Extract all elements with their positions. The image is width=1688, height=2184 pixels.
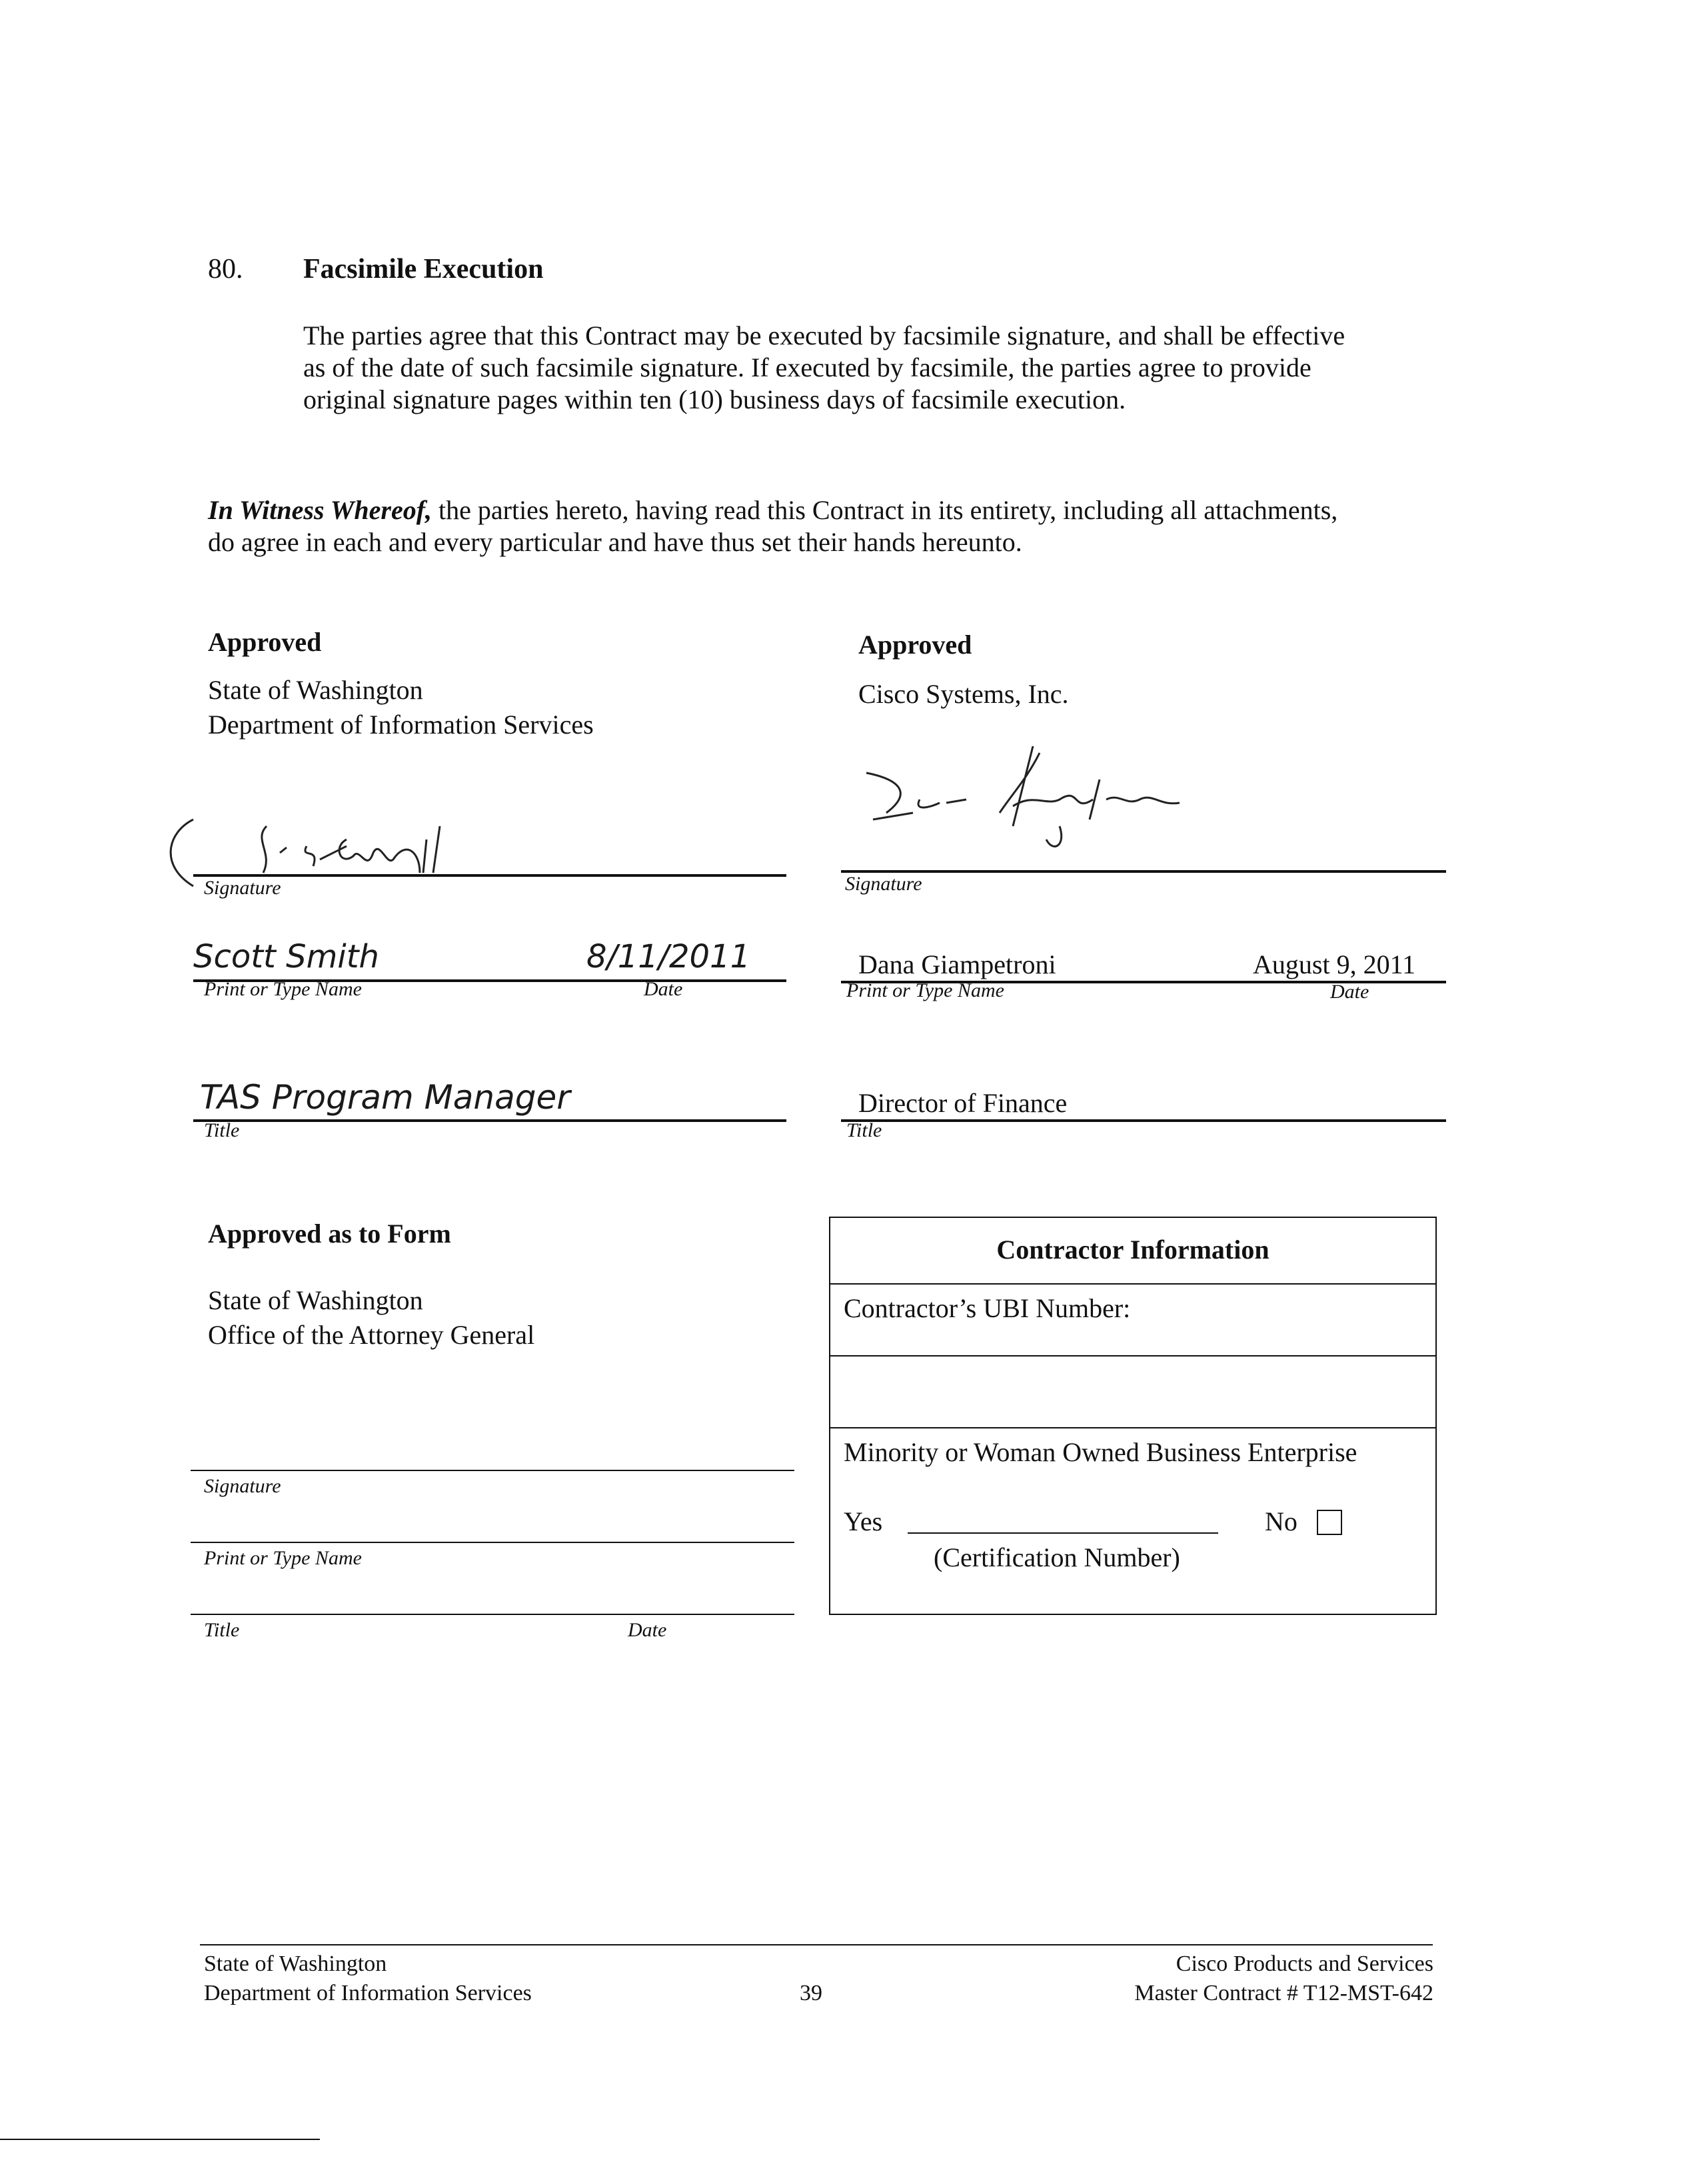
right-date-label: Date (1330, 981, 1369, 1003)
form-org-line1: State of Washington (208, 1285, 423, 1315)
left-title-handwritten: TAS Program Manager (200, 1078, 570, 1117)
right-approved-heading: Approved (858, 630, 972, 660)
certification-number-label: (Certification Number) (934, 1542, 1180, 1572)
left-signature-label: Signature (204, 877, 281, 899)
form-title-line (191, 1614, 794, 1615)
form-name-label: Print or Type Name (204, 1547, 362, 1569)
right-title-label: Title (846, 1119, 882, 1141)
left-approved-heading: Approved (208, 627, 322, 657)
ubi-label: Contractor’s UBI Number: (844, 1293, 1131, 1323)
footer-left-line2: Department of Information Services (204, 1981, 532, 2005)
left-title-label: Title (204, 1119, 240, 1141)
section-line: The parties agree that this Contract may be executed by facsimile signature, and shall be effective (303, 320, 1345, 350)
left-date-handwritten: 8/11/2011 (586, 938, 751, 975)
form-heading: Approved as to Form (208, 1219, 451, 1249)
left-signature-line (193, 874, 786, 877)
left-title-line (193, 1119, 786, 1122)
form-name-line (191, 1542, 794, 1543)
witness-paragraph (208, 494, 1461, 558)
right-org-line1: Cisco Systems, Inc. (858, 679, 1069, 709)
contractor-info-box (829, 1217, 1437, 1615)
right-name-label: Print or Type Name (846, 979, 1004, 1001)
mwbe-no-label: No (1265, 1506, 1297, 1536)
footer-right-line2: Master Contract # T12-MST-642 (1134, 1981, 1433, 2005)
footer-right (1134, 1949, 1433, 2008)
right-name: Dana Giampetroni (858, 949, 1056, 979)
certification-number-line[interactable] (908, 1532, 1218, 1534)
left-signature-image (153, 800, 486, 906)
footer-rule (200, 1944, 1433, 1945)
contractor-row-divider (830, 1427, 1435, 1428)
right-title-line (841, 1119, 1446, 1122)
left-name-handwritten: Scott Smith (193, 938, 379, 975)
left-signature-scribble (153, 800, 486, 906)
witness-lead: In Witness Whereof, (208, 495, 432, 525)
right-signature-label: Signature (845, 873, 922, 895)
right-signature-line (841, 870, 1446, 873)
right-date: August 9, 2011 (1253, 949, 1416, 979)
mwbe-label: Minority or Woman Owned Business Enterprise (844, 1437, 1357, 1467)
bottom-scan-rule (0, 2139, 320, 2140)
footer-left-line1: State of Washington (204, 1951, 387, 1976)
form-signature-line (191, 1470, 794, 1471)
right-title: Director of Finance (858, 1088, 1068, 1118)
mwbe-yes-label: Yes (844, 1506, 883, 1536)
witness-line-1-rest: the parties hereto, having read this Contract in its entirety, including all attachments, (432, 495, 1338, 525)
contractor-row-divider (830, 1355, 1435, 1357)
footer-left (204, 1949, 532, 2008)
mwbe-no-checkbox[interactable] (1317, 1510, 1342, 1535)
form-title-label: Title (204, 1619, 240, 1641)
left-date-label: Date (644, 978, 683, 1000)
witness-line-1 (208, 494, 1461, 526)
right-signature-scribble (860, 740, 1206, 873)
page-number: 39 (800, 1981, 822, 2005)
left-org-line1: State of Washington (208, 675, 423, 705)
section-line: as of the date of such facsimile signature. If executed by facsimile, the parties agree to provide (303, 352, 1311, 382)
section-number: 80. (208, 254, 243, 284)
left-org-line2: Department of Information Services (208, 710, 594, 740)
footer-right-line1: Cisco Products and Services (1176, 1951, 1433, 1976)
form-signature-label: Signature (204, 1475, 281, 1497)
section-title: Facsimile Execution (303, 254, 544, 284)
witness-line-2: do agree in each and every particular and have thus set their hands hereunto. (208, 527, 1022, 557)
contractor-row-divider (830, 1283, 1435, 1285)
right-signature-image (860, 740, 1206, 873)
left-name-label: Print or Type Name (204, 978, 362, 1000)
contractor-info-heading: Contractor Information (996, 1235, 1269, 1265)
form-date-label: Date (628, 1619, 667, 1641)
section-body (303, 320, 1449, 416)
section-line: original signature pages within ten (10) business days of facsimile execution. (303, 384, 1126, 414)
form-org-line2: Office of the Attorney General (208, 1320, 535, 1350)
